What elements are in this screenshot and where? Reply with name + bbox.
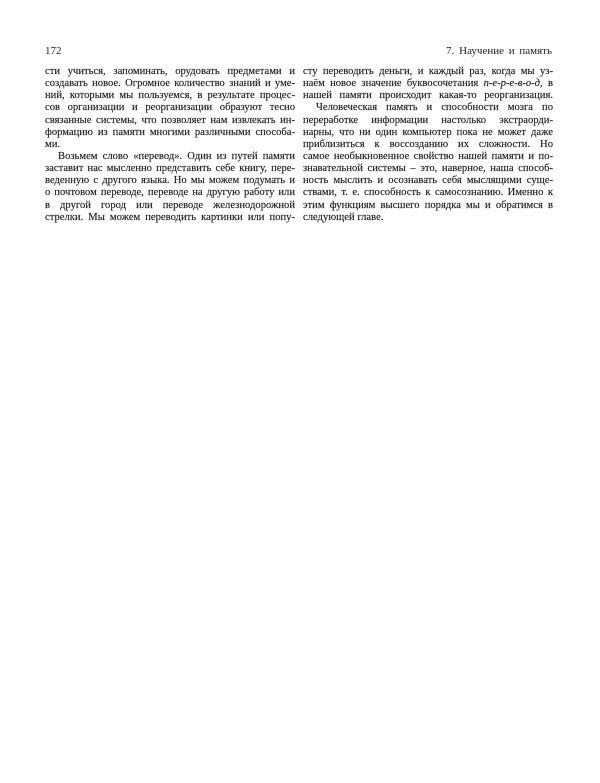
text-line-with-italic [303,78,553,90]
text-line: нарны, что ни один компьютер пока не может даже [303,126,553,138]
italic-word: п-е-р-е-в-о-д [483,78,541,90]
text-body [45,66,553,224]
text-line: этим функциям высшего порядка мы и обратимся в [303,199,553,211]
text-line: заставит нас мысленно представить себе книгу, пере- [45,163,295,175]
text-line: создавать новое. Огромное количество знаний и уме- [45,78,295,90]
text-line: самое необыкновенное свойство нашей памяти и по- [303,150,553,162]
text-line: связанные системы, что позволяет нам извлекать ин- [45,114,295,126]
text-line-paragraph-start: Человеческая память и способности мозга по [316,102,553,114]
right-column [303,66,553,224]
text-segment: , в [540,78,553,90]
text-line: ми. [45,138,61,150]
text-line: сов организации и реорганизации образуют тесно [45,102,295,114]
text-line: приблизиться к воссозданию их сложности. Но [303,138,553,150]
text-line: в другой город или переводе железнодорожной [45,199,295,211]
left-column [45,66,295,224]
text-line: ствами, т. е. способность к самосознанию. Именно к [303,187,553,199]
text-line: о почтовом переводе, переводе на другую работу или [45,187,295,199]
running-head [45,45,552,57]
text-line: нашей памяти происходит какая-то реорганизация. [303,90,553,102]
text-line: ность мыслить и осознавать себя мыслящими суще- [303,175,553,187]
text-line: следующей главе. [303,211,384,223]
page-number: 172 [45,45,62,57]
running-header-chapter-title: 7. Научение и память [446,45,552,57]
text-line: переработке информации настолько экстраорди- [303,114,553,126]
text-line-paragraph-start: Возьмем слово «перевод». Один из путей памяти [58,150,295,162]
text-line: знавательной системы – это, наверное, наша способ- [303,163,553,175]
text-line: формацию из памяти многими различными способа- [45,126,295,138]
text-line: ний, которыми мы пользуемся, в результате процес- [45,90,295,102]
text-line: сту переводить деньги, и каждый раз, когда мы уз- [303,66,553,77]
text-line: веденную с другого языка. Но мы можем подумать и [45,175,295,187]
text-line: сти учиться, запоминать, орудовать предметами и [45,66,295,77]
text-line: стрелки. Мы можем переводить картинки или попу- [45,211,295,223]
text-segment: наём новое значение буквосочетания [303,78,484,90]
